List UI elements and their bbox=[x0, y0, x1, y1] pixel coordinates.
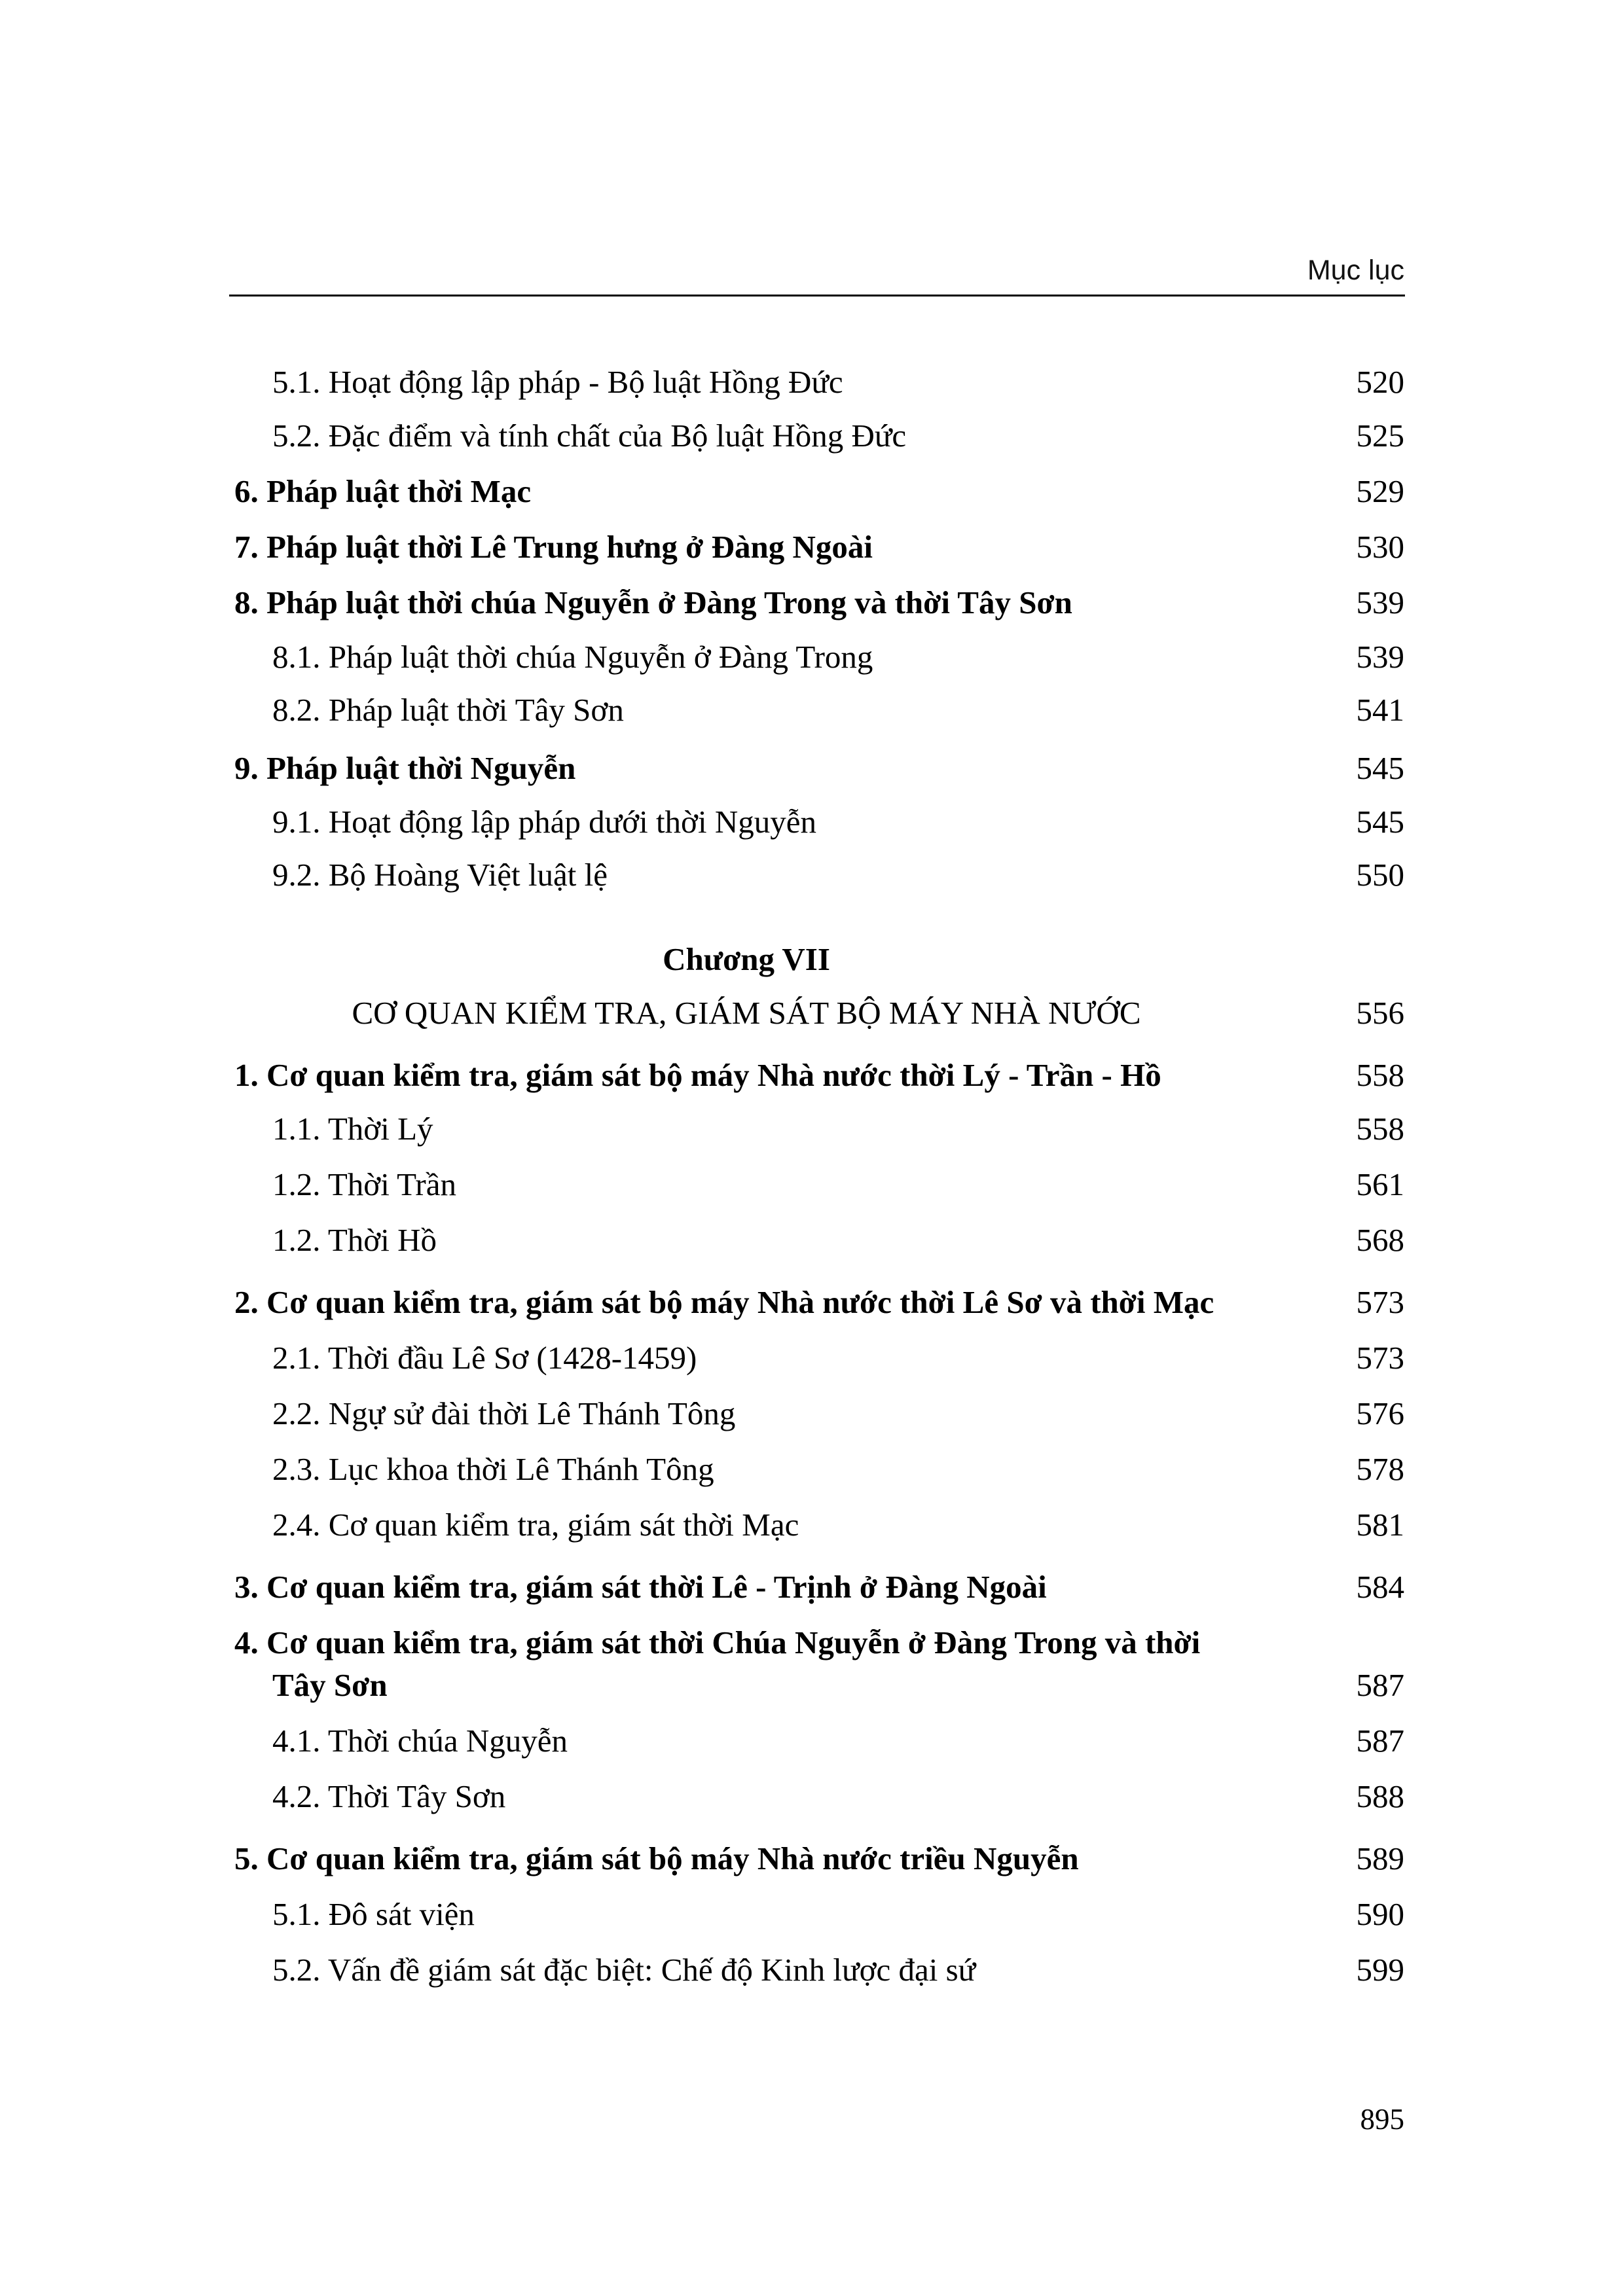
toc-entry-page: 558 bbox=[1356, 1111, 1404, 1147]
toc-entry-title: 2.4. Cơ quan kiểm tra, giám sát thời Mạc bbox=[272, 1507, 799, 1543]
toc-entry bbox=[0, 1839, 1623, 1878]
toc-entry-page: 550 bbox=[1356, 857, 1404, 893]
toc-entry-page: 581 bbox=[1356, 1507, 1404, 1543]
toc-entry bbox=[0, 528, 1623, 567]
toc-entry bbox=[0, 637, 1623, 677]
toc-entry-page: 576 bbox=[1356, 1395, 1404, 1431]
toc-entry-page: 529 bbox=[1356, 473, 1404, 509]
toc-entry bbox=[0, 1056, 1623, 1095]
toc-entry-title: 3. Cơ quan kiểm tra, giám sát thời Lê - Trịnh ở Đàng Ngoài bbox=[234, 1569, 1047, 1605]
toc-entry bbox=[0, 1568, 1623, 1607]
toc-entry-page: 588 bbox=[1356, 1778, 1404, 1814]
toc-entry-page: 587 bbox=[1356, 1667, 1404, 1703]
toc-entry-title: 2.3. Lục khoa thời Lê Thánh Tông bbox=[272, 1451, 714, 1487]
toc-entry-title: 5.1. Hoạt động lập pháp - Bộ luật Hồng Đức bbox=[272, 364, 843, 400]
toc-entry-title: 8. Pháp luật thời chúa Nguyễn ở Đàng Trong và thời Tây Sơn bbox=[234, 584, 1072, 620]
toc-entry-page: 520 bbox=[1356, 364, 1404, 400]
toc-entry-title: 4. Cơ quan kiểm tra, giám sát thời Chúa Nguyễn ở Đàng Trong và thời bbox=[234, 1624, 1201, 1660]
toc-entry bbox=[0, 583, 1623, 622]
toc-entry-page: 545 bbox=[1356, 750, 1404, 786]
toc-entry-title: 5.2. Đặc điểm và tính chất của Bộ luật Hồng Đức bbox=[272, 418, 907, 454]
toc-entry bbox=[0, 1450, 1623, 1489]
toc-entry-title: 5.1. Đô sát viện bbox=[272, 1896, 475, 1932]
toc-entry-page: 587 bbox=[1356, 1723, 1404, 1759]
toc-entry bbox=[0, 472, 1623, 511]
toc-entry bbox=[0, 1950, 1623, 1990]
toc-entry-page: 573 bbox=[1356, 1284, 1404, 1320]
toc-entry-page: 539 bbox=[1356, 639, 1404, 675]
chapter-title: CƠ QUAN KIỂM TRA, GIÁM SÁT BỘ MÁY NHÀ NƯỚC bbox=[352, 995, 1141, 1031]
toc-entry bbox=[0, 1283, 1623, 1322]
toc-entry bbox=[0, 363, 1623, 402]
toc-entry-title: 8.2. Pháp luật thời Tây Sơn bbox=[272, 692, 624, 728]
toc-entry-title: 4.2. Thời Tây Sơn bbox=[272, 1778, 506, 1814]
toc-entry-title: Tây Sơn bbox=[272, 1667, 388, 1703]
toc-entry bbox=[0, 691, 1623, 730]
toc-entry-page: 590 bbox=[1356, 1896, 1404, 1932]
toc-entry-page: 578 bbox=[1356, 1451, 1404, 1487]
toc-entry-title: 1.2. Thời Hồ bbox=[272, 1222, 437, 1258]
toc-entry bbox=[0, 1338, 1623, 1378]
toc-entry-page: 584 bbox=[1356, 1569, 1404, 1605]
toc-entry-title: 7. Pháp luật thời Lê Trung hưng ở Đàng Ngoài bbox=[234, 529, 873, 565]
toc-entry bbox=[0, 1777, 1623, 1816]
toc-entry-page: 541 bbox=[1356, 692, 1404, 728]
toc-entry-page: 525 bbox=[1356, 418, 1404, 454]
toc-entry-page: 573 bbox=[1356, 1340, 1404, 1376]
toc-entry-title: 8.1. Pháp luật thời chúa Nguyễn ở Đàng Trong bbox=[272, 639, 873, 675]
toc-entry-title: 6. Pháp luật thời Mạc bbox=[234, 473, 532, 509]
toc-entry bbox=[0, 1109, 1623, 1149]
toc-entry-page: 561 bbox=[1356, 1166, 1404, 1202]
toc-entry bbox=[0, 1221, 1623, 1260]
toc-entry-page: 589 bbox=[1356, 1840, 1404, 1876]
toc-entry bbox=[0, 1623, 1623, 1662]
chapter-label: Chương VII bbox=[663, 941, 830, 977]
toc-entry-page: 599 bbox=[1356, 1952, 1404, 1988]
page-number: 895 bbox=[1360, 2103, 1404, 2136]
running-head: Mục lục bbox=[1307, 255, 1404, 286]
toc-entry-page: 545 bbox=[1356, 804, 1404, 840]
toc-entry bbox=[0, 1394, 1623, 1433]
toc-entry-title: 5.2. Vấn đề giám sát đặc biệt: Chế độ Kinh lược đại sứ bbox=[272, 1952, 976, 1988]
toc-entry-page: 530 bbox=[1356, 529, 1404, 565]
toc-entry-title: 9.2. Bộ Hoàng Việt luật lệ bbox=[272, 857, 608, 893]
toc-entry-title: 1. Cơ quan kiểm tra, giám sát bộ máy Nhà nước thời Lý - Trần - Hồ bbox=[234, 1057, 1161, 1093]
toc-entry bbox=[0, 1165, 1623, 1204]
toc-entry-title: 2.1. Thời đầu Lê Sơ (1428-1459) bbox=[272, 1340, 697, 1376]
toc-entry bbox=[0, 1721, 1623, 1761]
toc-entry bbox=[0, 749, 1623, 788]
toc-entry bbox=[0, 416, 1623, 456]
toc-entry-title: 1.2. Thời Trần bbox=[272, 1166, 456, 1202]
toc-entry-page: 539 bbox=[1356, 584, 1404, 620]
toc-entry bbox=[0, 1505, 1623, 1545]
toc-entry-title: 4.1. Thời chúa Nguyễn bbox=[272, 1723, 568, 1759]
toc-entry-title: 9. Pháp luật thời Nguyễn bbox=[234, 750, 576, 786]
toc-entry-title: 2. Cơ quan kiểm tra, giám sát bộ máy Nhà nước thời Lê Sơ và thời Mạc bbox=[234, 1284, 1214, 1320]
toc-entry-title: 1.1. Thời Lý bbox=[272, 1111, 433, 1147]
toc-entry bbox=[0, 1895, 1623, 1934]
toc-entry bbox=[0, 855, 1623, 895]
toc-entry-title: 5. Cơ quan kiểm tra, giám sát bộ máy Nhà nước triều Nguyễn bbox=[234, 1840, 1079, 1876]
chapter-page-number: 556 bbox=[1356, 995, 1404, 1031]
toc-entry-title: 2.2. Ngự sử đài thời Lê Thánh Tông bbox=[272, 1395, 736, 1431]
toc-entry-title: 9.1. Hoạt động lập pháp dưới thời Nguyễn bbox=[272, 804, 816, 840]
toc-entry bbox=[0, 1666, 1623, 1705]
toc-entry-page: 568 bbox=[1356, 1222, 1404, 1258]
toc-entry-page: 558 bbox=[1356, 1057, 1404, 1093]
toc-entry bbox=[0, 802, 1623, 842]
